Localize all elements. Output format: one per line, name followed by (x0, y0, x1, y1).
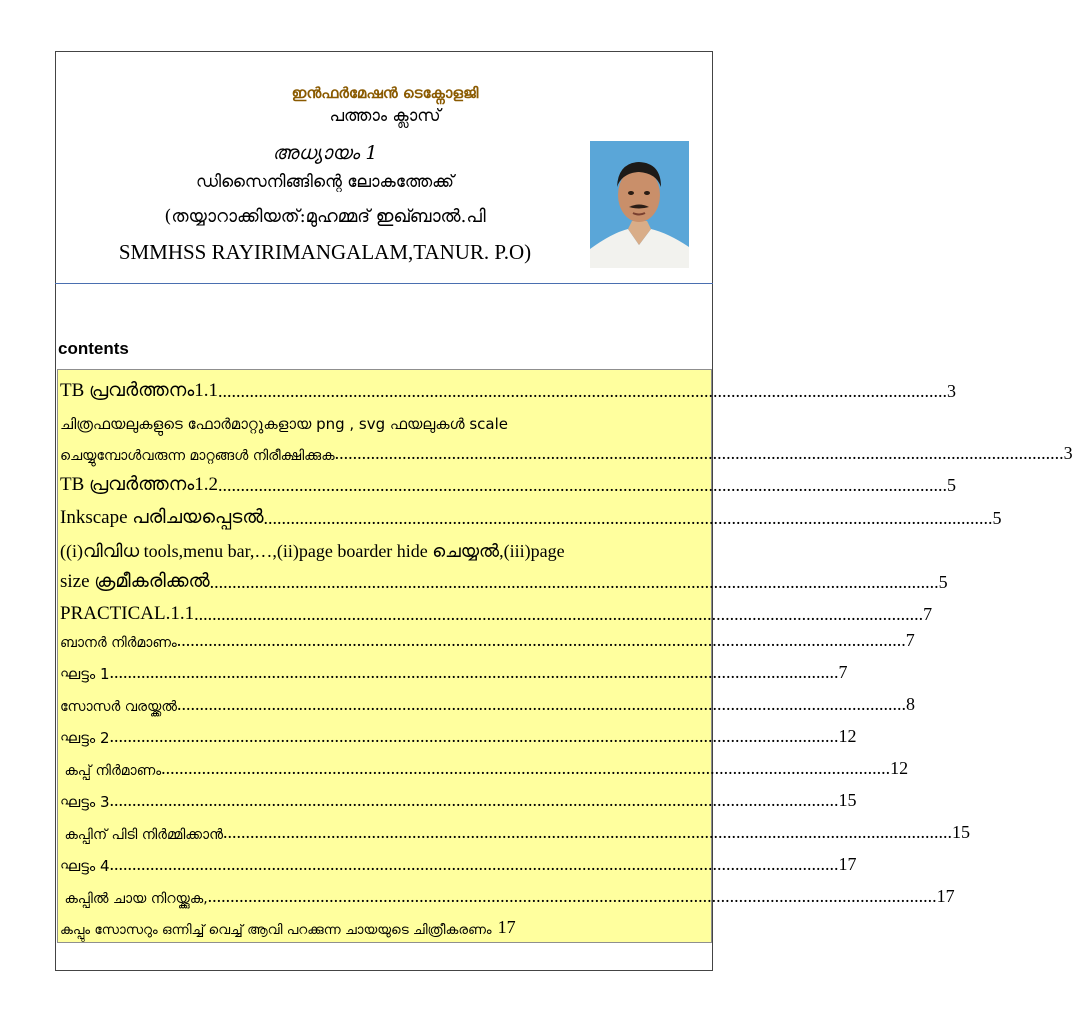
toc-entry[interactable]: ചെയ്യുമ്പോൾവരുന്ന മാറ്റങ്ങൾ നിരീക്ഷിക്കുക .................................................................................................................................................................. 3 (60, 443, 1073, 464)
toc-entry-page: 7 (838, 662, 848, 682)
toc-entry-label: ഘട്ടം 2 (60, 729, 110, 747)
toc-entry-page: 17 (497, 917, 516, 937)
toc-entry-page: 12 (838, 726, 857, 746)
author-line: (തയ്യാറാക്കിയത്:മുഹമ്മദ് ഇഖ്ബാൽ.പി (164, 206, 486, 227)
toc-entry[interactable]: ഘട്ടം 1 .................................................................................................................................................................. 7 (60, 662, 848, 683)
toc-entry-page: 3 (1063, 443, 1073, 463)
toc-entry[interactable]: കപ്പിന് പിടി നിർമ്മിക്കാൻ .................................................................................................................................................................. 15 (60, 822, 971, 843)
toc-entry-line (60, 534, 710, 562)
toc-entry-label: ചെയ്യുമ്പോൾവരുന്ന മാറ്റങ്ങൾ നിരീക്ഷിക്കുക (60, 448, 335, 464)
toc-entry-page: 8 (905, 694, 915, 714)
header-divider (55, 283, 713, 284)
toc-entry[interactable]: TB പ്രവർത്തനം1.2 .................................................................................................................................................................. 5 (60, 474, 957, 495)
toc-entry-label: കപ്പും സോസറും ഒന്നിച്ച് വെച്ച് ആവി പറക്കുന്ന ചായയുടെ ചിത്രീകരണം (60, 922, 492, 938)
author-photo (590, 141, 689, 268)
subject-title: ഇൻഫർമേഷൻ ടെക്നോളജി (291, 84, 479, 102)
toc-entry[interactable]: സോസർ വരയ്ക്കൽ .................................................................................................................................................................. 8 (60, 694, 915, 715)
toc-entry-page: 15 (952, 822, 971, 842)
toc-entry[interactable]: Inkscape പരിചയപ്പെടൽ .................................................................................................................................................................. 5 (60, 507, 1002, 528)
toc-entry-label: TB പ്രവർത്തനം1.1 (60, 380, 219, 401)
toc-entry-label: ബാനർ നിർമാണം (60, 635, 177, 651)
toc-entry[interactable]: ഘട്ടം 4 .................................................................................................................................................................. 17 (60, 854, 857, 875)
toc-entry-page: 17 (936, 886, 955, 906)
toc-entry-page: 7 (905, 630, 915, 650)
toc-entry[interactable]: ഘട്ടം 3 .................................................................................................................................................................. 15 (60, 790, 857, 811)
contents-heading: contents (58, 339, 129, 358)
toc-entry-label: TB പ്രവർത്തനം1.2 (60, 474, 219, 495)
toc-entry-page: 7 (923, 604, 933, 624)
toc-entry[interactable]: കപ്പിൽ ചായ നിറയ്ക്കുക, .................................................................................................................................................................. 17 (60, 886, 955, 907)
toc-entry-page: 5 (947, 475, 957, 495)
toc-entry-label: Inkscape പരിചയപ്പെടൽ (60, 507, 264, 528)
toc-entry[interactable]: PRACTICAL.1.1 .................................................................................................................................................................. 7 (60, 603, 933, 624)
toc-entry-page: 5 (938, 572, 948, 592)
chapter-number: അധ്യായം 1 (272, 142, 378, 164)
toc-entry-label: കപ്പ് നിർമാണം (60, 763, 162, 779)
toc-entry-label: കപ്പിന് പിടി നിർമ്മിക്കാൻ (60, 827, 224, 843)
toc-entry[interactable]: ഘട്ടം 2 .................................................................................................................................................................. 12 (60, 726, 857, 747)
toc-entry-page: 15 (838, 790, 857, 810)
toc-entry-label: PRACTICAL.1.1 (60, 603, 195, 624)
toc-entry[interactable] (60, 910, 710, 938)
chapter-title: ഡിസൈനിങ്ങിന്റെ ലോകത്തേക്ക് (196, 172, 454, 192)
toc-entry[interactable]: TB പ്രവർത്തനം1.1 .................................................................................................................................................................. 3 (60, 380, 957, 401)
toc-entry-text: ചിത്രഫയലുകളുടെ ഫോർമാറ്റുകളായ png , svg ഫയലുകൾ scale (60, 415, 509, 433)
table-of-contents (57, 369, 1073, 943)
toc-entry-page: 12 (890, 758, 909, 778)
toc-entry[interactable]: size ക്രമീകരിക്കൽ .................................................................................................................................................................. 5 (60, 571, 948, 592)
toc-entry-page: 17 (838, 854, 857, 874)
toc-entry[interactable]: കപ്പ് നിർമാണം .................................................................................................................................................................. 12 (60, 758, 909, 779)
school-line: SMMHSS RAYIRIMANGALAM,TANUR. P.O) (118, 240, 532, 264)
toc-entry-label: സോസർ വരയ്ക്കൽ (60, 699, 177, 715)
toc-entry-label: ഘട്ടം 3 (60, 793, 110, 811)
class-title: പത്താം ക്ലാസ് (329, 106, 441, 126)
toc-entry-label: ഘട്ടം 1 (60, 665, 110, 683)
toc-entry-label: size ക്രമീകരിക്കൽ (60, 571, 210, 592)
toc-entry-line (60, 405, 710, 433)
toc-entry[interactable]: ബാനർ നിർമാണം .................................................................................................................................................................. 7 (60, 630, 915, 651)
toc-entry-text: ((i)വിവിധ tools,menu bar,…,(ii)page boarder hide ചെയ്യൽ,(iii)page (60, 541, 565, 561)
toc-entry-label: ഘട്ടം 4 (60, 857, 110, 875)
toc-entry-page: 3 (947, 381, 957, 401)
toc-entry-label: കപ്പിൽ ചായ നിറയ്ക്കുക, (60, 891, 208, 907)
toc-entry-page: 5 (992, 508, 1002, 528)
portrait-image (590, 141, 689, 268)
